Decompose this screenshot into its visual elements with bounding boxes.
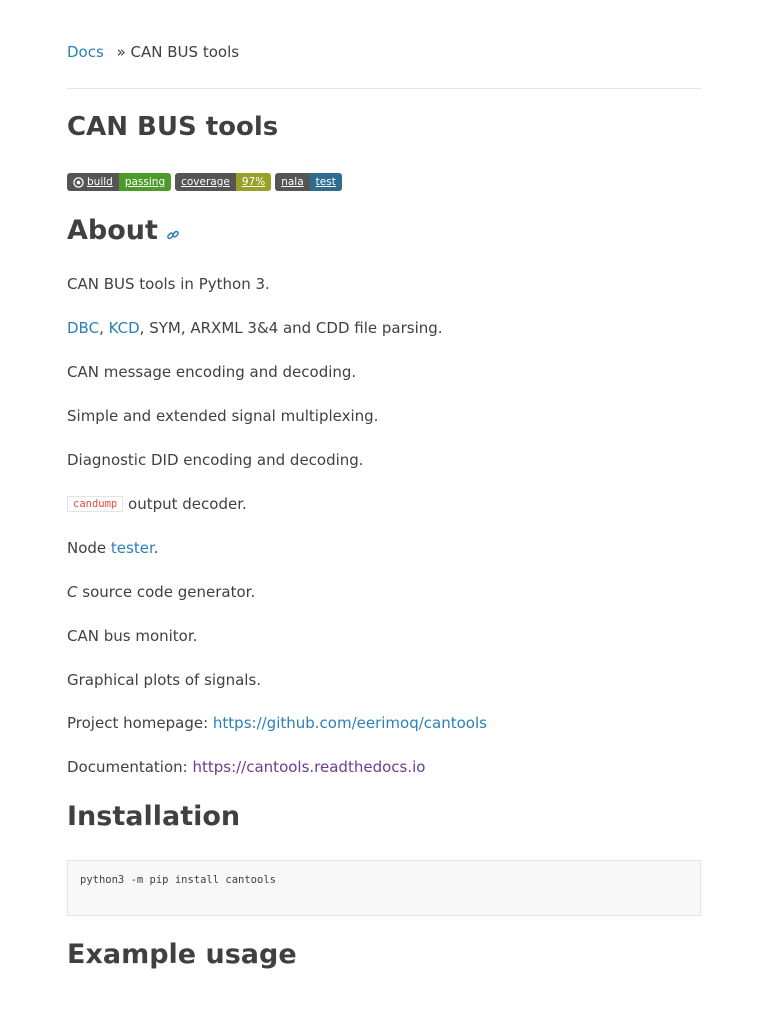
coverage-badge-left: coverage — [175, 173, 236, 191]
breadcrumb-divider — [67, 88, 701, 89]
badge-row — [67, 173, 342, 191]
page-title: CAN BUS tools — [67, 112, 279, 142]
about-line-candump: candump output decoder. — [67, 494, 247, 514]
kcd-link[interactable]: KCD — [108, 319, 140, 337]
build-badge-right: passing — [119, 173, 171, 191]
nala-badge[interactable] — [275, 173, 342, 191]
about-line-monitor: CAN bus monitor. — [67, 627, 198, 645]
documentation-link[interactable]: https://cantools.readthedocs.io — [192, 758, 426, 776]
installation-heading: Installation — [67, 801, 241, 832]
gear-icon — [73, 177, 84, 188]
homepage-link[interactable]: https://github.com/eerimoq/cantools — [212, 714, 487, 732]
about-line-parsing: DBC, KCD, SYM, ARXML 3&4 and CDD file parsing. — [67, 319, 443, 337]
example-usage-heading: Example usage — [67, 939, 297, 970]
about-line-homepage: Project homepage: https://github.com/eerimoq/cantools — [67, 714, 487, 732]
dbc-link[interactable]: DBC — [67, 319, 100, 337]
breadcrumb-separator: » — [116, 43, 126, 61]
install-command: python3 -m pip install cantools — [80, 874, 276, 886]
breadcrumb-current: CAN BUS tools — [130, 43, 240, 61]
candump-code: candump — [67, 496, 123, 512]
about-line-python: CAN BUS tools in Python 3. — [67, 275, 270, 293]
nala-badge-left: nala — [275, 173, 309, 191]
about-line-documentation: Documentation: https://cantools.readthedocs.io — [67, 758, 426, 776]
breadcrumb — [67, 42, 239, 62]
breadcrumb-docs-link[interactable]: Docs — [67, 43, 104, 61]
about-line-multiplexing: Simple and extended signal multiplexing. — [67, 407, 379, 425]
link-icon[interactable] — [166, 229, 180, 245]
coverage-badge-right: 97% — [236, 173, 271, 191]
about-line-tester: Node tester. — [67, 539, 159, 557]
coverage-badge[interactable] — [175, 173, 271, 191]
install-code-block — [67, 860, 701, 916]
about-line-plots: Graphical plots of signals. — [67, 671, 262, 689]
build-badge-left: build — [67, 173, 119, 191]
about-line-codegen: C source code generator. — [67, 583, 256, 601]
tester-link[interactable]: tester — [110, 539, 154, 557]
about-line-did: Diagnostic DID encoding and decoding. — [67, 451, 364, 469]
about-line-encoding: CAN message encoding and decoding. — [67, 363, 357, 381]
build-badge[interactable] — [67, 173, 171, 191]
about-heading: About — [67, 213, 180, 255]
nala-badge-right: test — [310, 173, 342, 191]
